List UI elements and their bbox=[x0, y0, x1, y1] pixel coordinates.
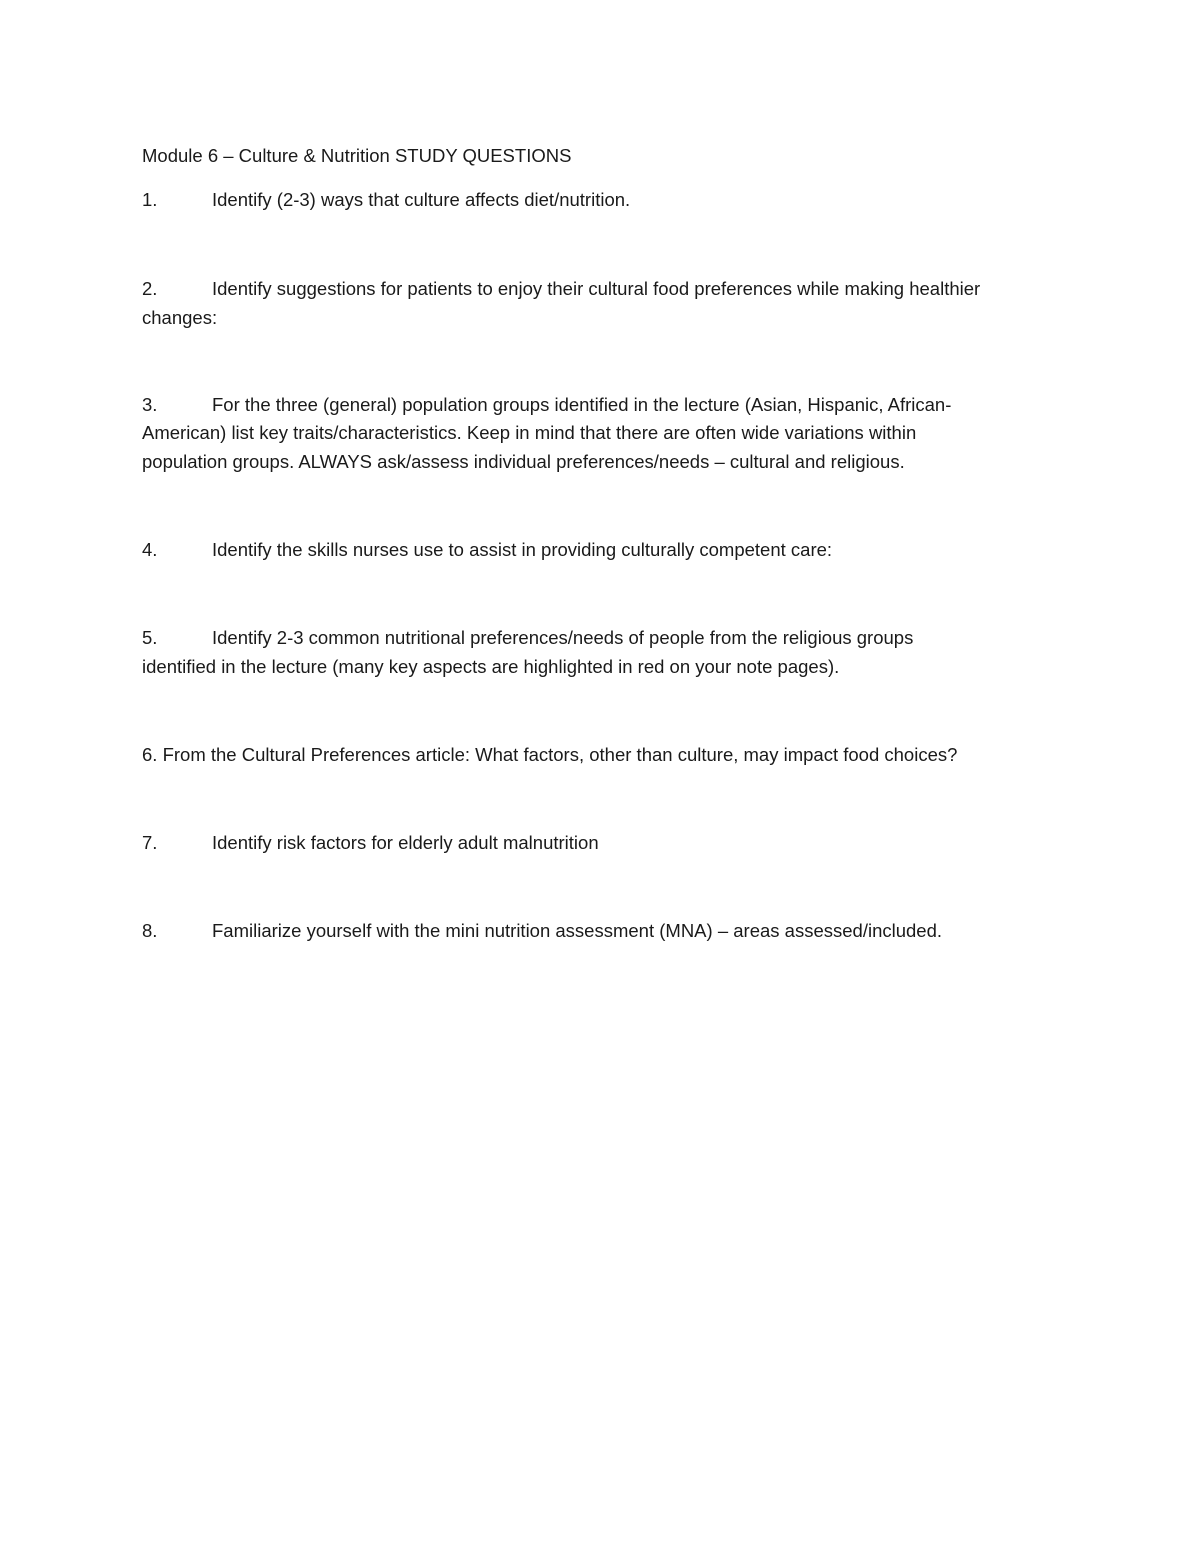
question-text: Identify (2-3) ways that culture affects diet/nutrition. bbox=[212, 189, 631, 210]
question-6 bbox=[142, 743, 957, 767]
question-text: Identify the skills nurses use to assist in providing culturally competent care: bbox=[212, 539, 833, 560]
question-text: Identify 2-3 common nutritional preferences/needs of people from the religious groups bbox=[212, 627, 914, 648]
question-1 bbox=[142, 188, 630, 212]
question-number: 4. bbox=[142, 539, 158, 560]
question-number: 1. bbox=[142, 189, 158, 210]
question-5-continuation: identified in the lecture (many key aspects are highlighted in red on your note pages). bbox=[142, 656, 840, 677]
question-number: 2. bbox=[142, 278, 158, 299]
question-text: Identify suggestions for patients to enjoy their cultural food preferences while making healthier bbox=[212, 278, 981, 299]
question-text: For the three (general) population groups identified in the lecture (Asian, Hispanic, African- bbox=[212, 394, 952, 415]
question-text: Identify risk factors for elderly adult malnutrition bbox=[212, 832, 599, 853]
question-number: 8. bbox=[142, 920, 158, 941]
question-number: 3. bbox=[142, 394, 158, 415]
question-5 bbox=[142, 626, 913, 650]
question-3-continuation: American) list key traits/characteristics. Keep in mind that there are often wide variations within bbox=[142, 422, 917, 443]
question-number: 7. bbox=[142, 832, 158, 853]
question-8 bbox=[142, 919, 942, 943]
question-3-continuation: population groups. ALWAYS ask/assess individual preferences/needs – cultural and religious. bbox=[142, 451, 905, 472]
question-4 bbox=[142, 538, 832, 562]
question-2 bbox=[142, 277, 980, 301]
document-title: Module 6 – Culture & Nutrition STUDY QUESTIONS bbox=[142, 145, 572, 166]
question-text: Familiarize yourself with the mini nutrition assessment (MNA) – areas assessed/included. bbox=[212, 920, 943, 941]
question-7 bbox=[142, 831, 599, 855]
question-text: From the Cultural Preferences article: What factors, other than culture, may impact food choices? bbox=[162, 744, 958, 765]
question-number: 6. bbox=[142, 744, 158, 765]
question-number: 5. bbox=[142, 627, 158, 648]
question-3 bbox=[142, 393, 951, 417]
question-2-continuation: changes: bbox=[142, 307, 218, 328]
